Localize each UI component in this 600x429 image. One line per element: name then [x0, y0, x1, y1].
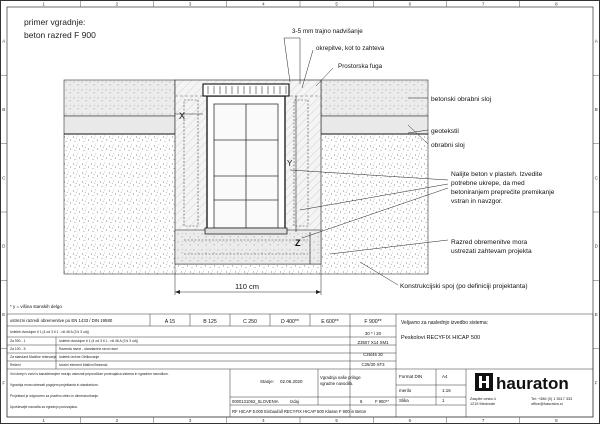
row-label-0: Za 900 - 1	[10, 339, 26, 343]
frame-row-letter-left: E	[2, 312, 6, 317]
contact-line1: Tel: +386 (0) 1 3617 333	[531, 397, 573, 401]
hauraton-logo	[475, 373, 569, 393]
frame-col-number-bottom: 1	[42, 418, 45, 423]
address-line2: 1215 Medvode	[470, 402, 496, 406]
frame-col-number-top: 3	[188, 1, 192, 7]
right-value-0: 30 * / 20	[364, 331, 382, 336]
load-class-2: C 250	[243, 319, 257, 325]
frame-col-number-top: 4	[262, 1, 265, 7]
base-layer-right	[321, 116, 428, 134]
callout-pour-line2: potrebne ukrepe, da med	[451, 180, 525, 187]
logo-text: hauraton	[496, 374, 569, 393]
frame-col-number-bottom: 7	[481, 418, 485, 423]
callout-raise: 3-5 mm trajno nadvišanje	[292, 28, 363, 35]
frame-col-number-top: 5	[335, 1, 338, 7]
frame-col-number-top: 1	[42, 1, 45, 7]
frame-row-letter-right: F	[594, 380, 598, 386]
load-class-final: F 900**	[375, 399, 389, 404]
row-text-1: Razreda ravne - standardne ravni ravni	[59, 347, 118, 351]
example-title-line1: primer vgradnje:	[24, 17, 86, 27]
dimension-z: Z	[295, 238, 301, 248]
frame-col-number-top: 7	[481, 1, 485, 7]
info-title: Veljavno za naslednjo izvedbo sistema:	[401, 320, 488, 326]
frame-col-number-top: 2	[115, 1, 119, 7]
frame-row-letter-right: A	[594, 38, 598, 44]
frame-row-letter-right: E	[594, 312, 598, 317]
row-label-1: Za 100 - 5	[10, 347, 26, 351]
callout-class-line1: Razred obremenitve mora	[451, 239, 528, 246]
frame-col-number-bottom: 2	[115, 418, 119, 423]
scale-value: 1:16	[442, 388, 451, 393]
right-value-3: C25/30 XF3	[361, 362, 385, 367]
callout-expansion-joint: Prostorska fuga	[338, 63, 383, 70]
revision-label: Izdaj	[290, 399, 299, 404]
dimension-width: 110 cm	[235, 282, 260, 291]
frame-col-number-top: 8	[555, 1, 558, 7]
frame-col-number-bottom: 3	[188, 418, 192, 423]
frame-col-number-top: 6	[408, 1, 412, 7]
callout-construction-joint: Konstrukcijski spoj (po definiciji projektanta)	[400, 283, 528, 290]
example-title-line2: beton razred F 900	[24, 30, 96, 40]
row-label-2: Za standard Matične reševanje	[10, 355, 57, 359]
frame-col-number-bottom: 5	[335, 418, 338, 423]
stanje-value: 02.06.2020	[280, 379, 303, 384]
stanje-label: Stanje:	[260, 379, 275, 384]
dimension-y: Y	[287, 159, 293, 168]
scale-label: merilo	[399, 388, 412, 393]
frame-row-letter-right: D	[594, 243, 598, 249]
row-text-2: Izdelek izvirne Oblikovanje	[59, 355, 100, 359]
row-text-top: Izdelek dvoslojne ti 1 (4 od 3 ti 1 - nit 46 A (3 ti 3 od))	[10, 330, 89, 334]
frame-row-letter-right: B	[594, 107, 598, 112]
vgradnja-line1: Vgradnja naše priloge	[320, 375, 361, 380]
note-2: Projektant je odgovoren za pravilno izbiro in dimenzioniranje.	[10, 394, 99, 398]
note-1: Vgradnja mora ustrezati pogojem projektanta in standardom.	[10, 383, 99, 387]
frame-row-letter-left: C	[2, 175, 6, 181]
note-3: Upoštevajte navodila za vgradnjo proizvajalca.	[10, 405, 78, 409]
classes-row-label: ustrezni razredi obremenitve po EN 1433 / DIN 19580	[10, 318, 113, 323]
callout-wearing-layer: betonski obrabni sloj	[431, 96, 492, 103]
frame-col-number-bottom: 4	[262, 418, 265, 423]
drawing-code: RF HICAP 5.000 Einbaufall RECYFIX HICAP 500 Klasse F 900 in Beton	[232, 409, 367, 414]
row-text-0: Izdelek dvoslojne ti 1 (4 od 3 ti 1 - nit 46 A (3 ti 3 od))	[59, 339, 138, 343]
callout-pour-line1: Nalijte beton v plasteh. Izvedite	[451, 171, 543, 178]
callout-pour-line4: vstran in navzgor.	[451, 198, 503, 205]
format-value: A4	[442, 374, 448, 379]
sheet-value: 1	[442, 398, 445, 403]
address-line1: Zaspite cesta 4	[470, 397, 496, 401]
frame-row-letter-left: B	[2, 107, 6, 112]
row-label-3: Rešeni	[10, 363, 21, 367]
callout-reinforcement: okrepitve, kot to zahteva	[316, 45, 385, 52]
load-class-4: E 600**	[321, 319, 339, 325]
note-0: Vsi ukrepi v zvezi s kanaliziranjem morajo ustrezati priporočilom proizvajalca sistema in vgradnim navodilom.	[10, 372, 169, 376]
load-class-1: B 125	[203, 319, 217, 325]
dimension-x: X	[179, 111, 186, 121]
right-value-1: Z3507 X14 XM1	[357, 340, 389, 345]
callout-geotextile: geotekstil	[431, 128, 459, 135]
frame-row-letter-left: D	[2, 243, 6, 249]
grate	[203, 84, 289, 96]
load-class-5: F 900**	[364, 319, 382, 325]
contact-line2: office@hauraton.si	[531, 402, 563, 406]
callout-base-layer: obrabni sloj	[431, 142, 465, 149]
frame-row-letter-left: F	[2, 380, 6, 386]
callout-pour-line3: betoniranjem preprečite premikanje	[451, 189, 555, 196]
frame-row-letter-left: A	[2, 38, 6, 44]
frame-col-number-bottom: 6	[408, 418, 412, 423]
footnote: * y = višina stanskih delgo	[10, 304, 62, 309]
load-class-0: A 15	[164, 319, 176, 325]
revision-index: 8	[360, 399, 363, 404]
format-label: Format DIN	[399, 374, 423, 379]
frame-col-number-bottom: 8	[555, 418, 558, 423]
concrete-wearing-layer-left	[64, 80, 175, 116]
base-layer-left	[64, 116, 175, 134]
load-class-3: D 400**	[281, 319, 299, 325]
vgradnja-line2: vgradne navodila.	[320, 381, 354, 386]
info-product: Peskolovi RECYFIX HICAP 500	[401, 335, 481, 341]
frame-row-letter-right: C	[594, 175, 598, 181]
drawing-number: 0000131062_SLOVENIA	[232, 399, 279, 404]
row-text-3: Iztočni element Matični Betonski	[59, 363, 108, 367]
callout-class-line2: ustrezati zahtevam projekta	[451, 248, 532, 255]
right-value-2: C35/45 30	[363, 352, 383, 357]
sheet-label: Slika	[399, 398, 409, 403]
